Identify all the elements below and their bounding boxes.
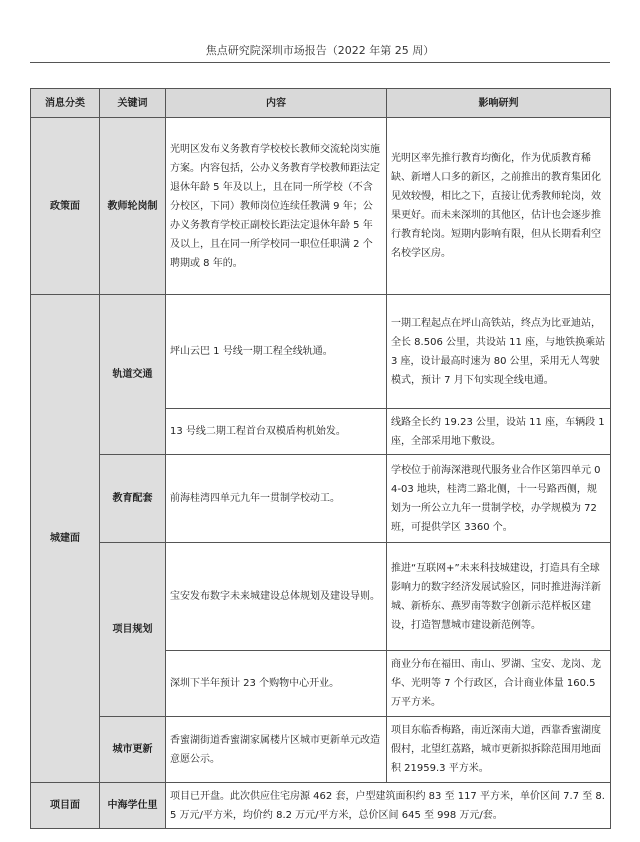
category-cell-project: 项目面 [31,783,100,829]
impact-cell: 推进“互联网+”未来科技城建设，打造具有全球影响力的数字经济发展试验区，同时推进海洋新城、新桥东、燕罗南等数字创新示范样板区建设，打造智慧城市建设新范例等。 [387,543,611,651]
content-cell: 深圳下半年预计 23 个购物中心开业。 [166,651,387,717]
table-row [31,455,611,543]
keyword-cell: 项目规划 [100,543,166,717]
content-cell: 香蜜湖街道香蜜湖家属楼片区城市更新单元改造意愿公示。 [166,717,387,783]
table-row [31,295,611,409]
category-cell-urban: 城建面 [31,295,100,783]
report-header: 焦点研究院深圳市场报告（2022 年第 25 周） [205,44,435,57]
header-impact: 影响研判 [387,89,611,118]
content-cell: 坪山云巴 1 号线一期工程全线轨通。 [166,295,387,409]
impact-cell: 学校位于前海深港现代服务业合作区第四单元 04-03 地块，桂湾二路北侧，十一号路西侧，规划为一所公立九年一贯制学校，办学规模为 72 班，可提供学区 3360 个。 [387,455,611,543]
header-rule [30,62,610,63]
keyword-cell: 中海学仕里 [100,783,166,829]
table-row [31,118,611,295]
keyword-cell: 教师轮岗制 [100,118,166,295]
impact-cell: 项目东临香梅路，南近深南大道，西靠香蜜湖度假村，北望红荔路，城市更新拟拆除范围用地面积 21959.3 平方米。 [387,717,611,783]
impact-cell: 一期工程起点在坪山高铁站，终点为比亚迪站，全长 8.506 公里，共设站 11 座，与地铁换乘站 3 座，设计最高时速为 80 公里，采用无人驾驶模式，预计 7 月下旬实现全线电通。 [387,295,611,409]
header-category: 消息分类 [31,89,100,118]
content-cell: 前海桂湾四单元九年一贯制学校动工。 [166,455,387,543]
content-cell: 光明区发布义务教育学校校长教师交流轮岗实施方案。内容包括，公办义务教育学校教师距法定退休年龄 5 年及以上，且在同一所学校（不含分校区，下同）教师岗位连续任教满 9 年；公办义务教育学校正副校长距法定退休年龄 5 年及以上，且在同一所学校同一职位任职满 2 个聘期或 8 年的。 [166,118,387,295]
table-row [31,543,611,651]
header-content: 内容 [166,89,387,118]
content-cell: 13 号线二期工程首台双模盾构机始发。 [166,409,387,455]
impact-cell: 商业分布在福田、南山、罗湖、宝安、龙岗、龙华、光明等 7 个行政区，合计商业体量 160.5 万平方米。 [387,651,611,717]
keyword-cell: 教育配套 [100,455,166,543]
content-cell: 项目已开盘。此次供应住宅房源 462 套，户型建筑面积约 83 至 117 平方米，单价区间 7.7 至 8.5 万元/平方米，均价约 8.2 万元/平方米，总价区间 645 至 998 万元/套。 [166,783,611,829]
keyword-cell: 轨道交通 [100,295,166,455]
table-row [31,717,611,783]
keyword-cell: 城市更新 [100,717,166,783]
news-table [30,88,611,829]
table-row [31,783,611,829]
impact-cell: 线路全长约 19.23 公里，设站 11 座，车辆段 1 座，全部采用地下敷设。 [387,409,611,455]
impact-cell: 光明区率先推行教育均衡化，作为优质教育稀缺、新增人口多的新区，之前推出的教育集团化见效较慢，相比之下，直接让优秀教师轮岗，效果更好。而未来深圳的其他区，估计也会逐步推行教育轮岗。短期内影响有限，但从长期看利空名校学区房。 [387,118,611,295]
table-header-row [31,89,611,118]
header-keyword: 关键词 [100,89,166,118]
content-cell: 宝安发布数字未来城建设总体规划及建设导则。 [166,543,387,651]
category-cell-policy: 政策面 [31,118,100,295]
